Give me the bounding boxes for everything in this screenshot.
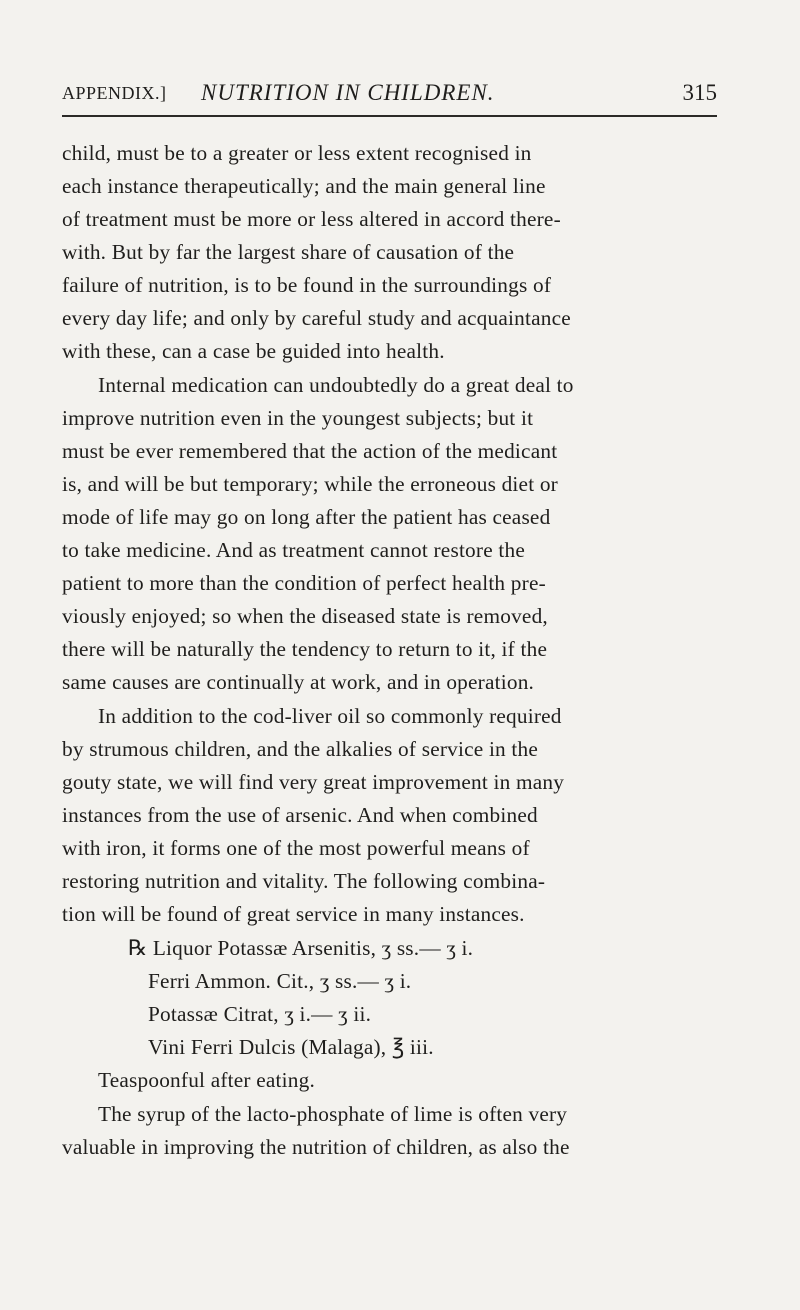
text-line: is, and will be but temporary; while the erroneous diet or: [62, 472, 558, 496]
prescription-line: ℞ Liquor Potassæ Arsenitis, ʒ ss.— ʒ i.: [128, 936, 474, 960]
text-line: gouty state, we will find very great improvement in many: [62, 770, 565, 794]
header-rule: [62, 115, 717, 117]
text-line: failure of nutrition, is to be found in the surroundings of: [62, 273, 552, 297]
prescription-line: Vini Ferri Dulcis (Malaga), ℥ iii.: [148, 1035, 434, 1059]
text-line: patient to more than the condition of perfect health pre-: [62, 571, 546, 595]
text-line: valuable in improving the nutrition of children, as also the: [62, 1135, 570, 1159]
text-line: mode of life may go on long after the patient has ceased: [62, 505, 551, 529]
page-number: 315: [682, 80, 717, 105]
text-line: of treatment must be more or less altered in accord there-: [62, 207, 561, 231]
text-line: tion will be found of great service in many instances.: [62, 902, 525, 926]
header-title: NUTRITION IN CHILDREN.: [201, 80, 495, 105]
text-line: child, must be to a greater or less extent recognised in: [62, 141, 532, 165]
text-line: must be ever remembered that the action of the medicant: [62, 439, 558, 463]
paragraph-first-line: Internal medication can undoubtedly do a great deal to: [98, 373, 574, 397]
text-line: instances from the use of arsenic. And when combined: [62, 803, 538, 827]
running-header: [62, 76, 717, 110]
prescription-line: Ferri Ammon. Cit., ʒ ss.— ʒ i.: [148, 969, 412, 993]
text-line: by strumous children, and the alkalies of service in the: [62, 737, 539, 761]
paragraph-first-line: The syrup of the lacto-phosphate of lime is often very: [98, 1102, 568, 1126]
text-line: restoring nutrition and vitality. The following combina-: [62, 869, 546, 893]
text-line: same causes are continually at work, and in operation.: [62, 670, 535, 694]
text-line: improve nutrition even in the youngest subjects; but it: [62, 406, 534, 430]
text-line: there will be naturally the tendency to return to it, if the: [62, 637, 548, 661]
header-section-label: APPENDIX.]: [62, 83, 167, 103]
text-line: with these, can a case be guided into health.: [62, 339, 445, 363]
prescription-line: Potassæ Citrat, ʒ i.— ʒ ii.: [148, 1002, 372, 1026]
text-line: to take medicine. And as treatment cannot restore the: [62, 538, 525, 562]
text-line: with iron, it forms one of the most powerful means of: [62, 836, 530, 860]
text-line: with. But by far the largest share of causation of the: [62, 240, 515, 264]
text-line: viously enjoyed; so when the diseased state is removed,: [62, 604, 548, 628]
text-line: each instance therapeutically; and the main general line: [62, 174, 546, 198]
text-line: every day life; and only by careful study and acquaintance: [62, 306, 571, 330]
prescription-direction: Teaspoonful after eating.: [98, 1068, 315, 1092]
paragraph-first-line: In addition to the cod-liver oil so commonly required: [98, 704, 562, 728]
